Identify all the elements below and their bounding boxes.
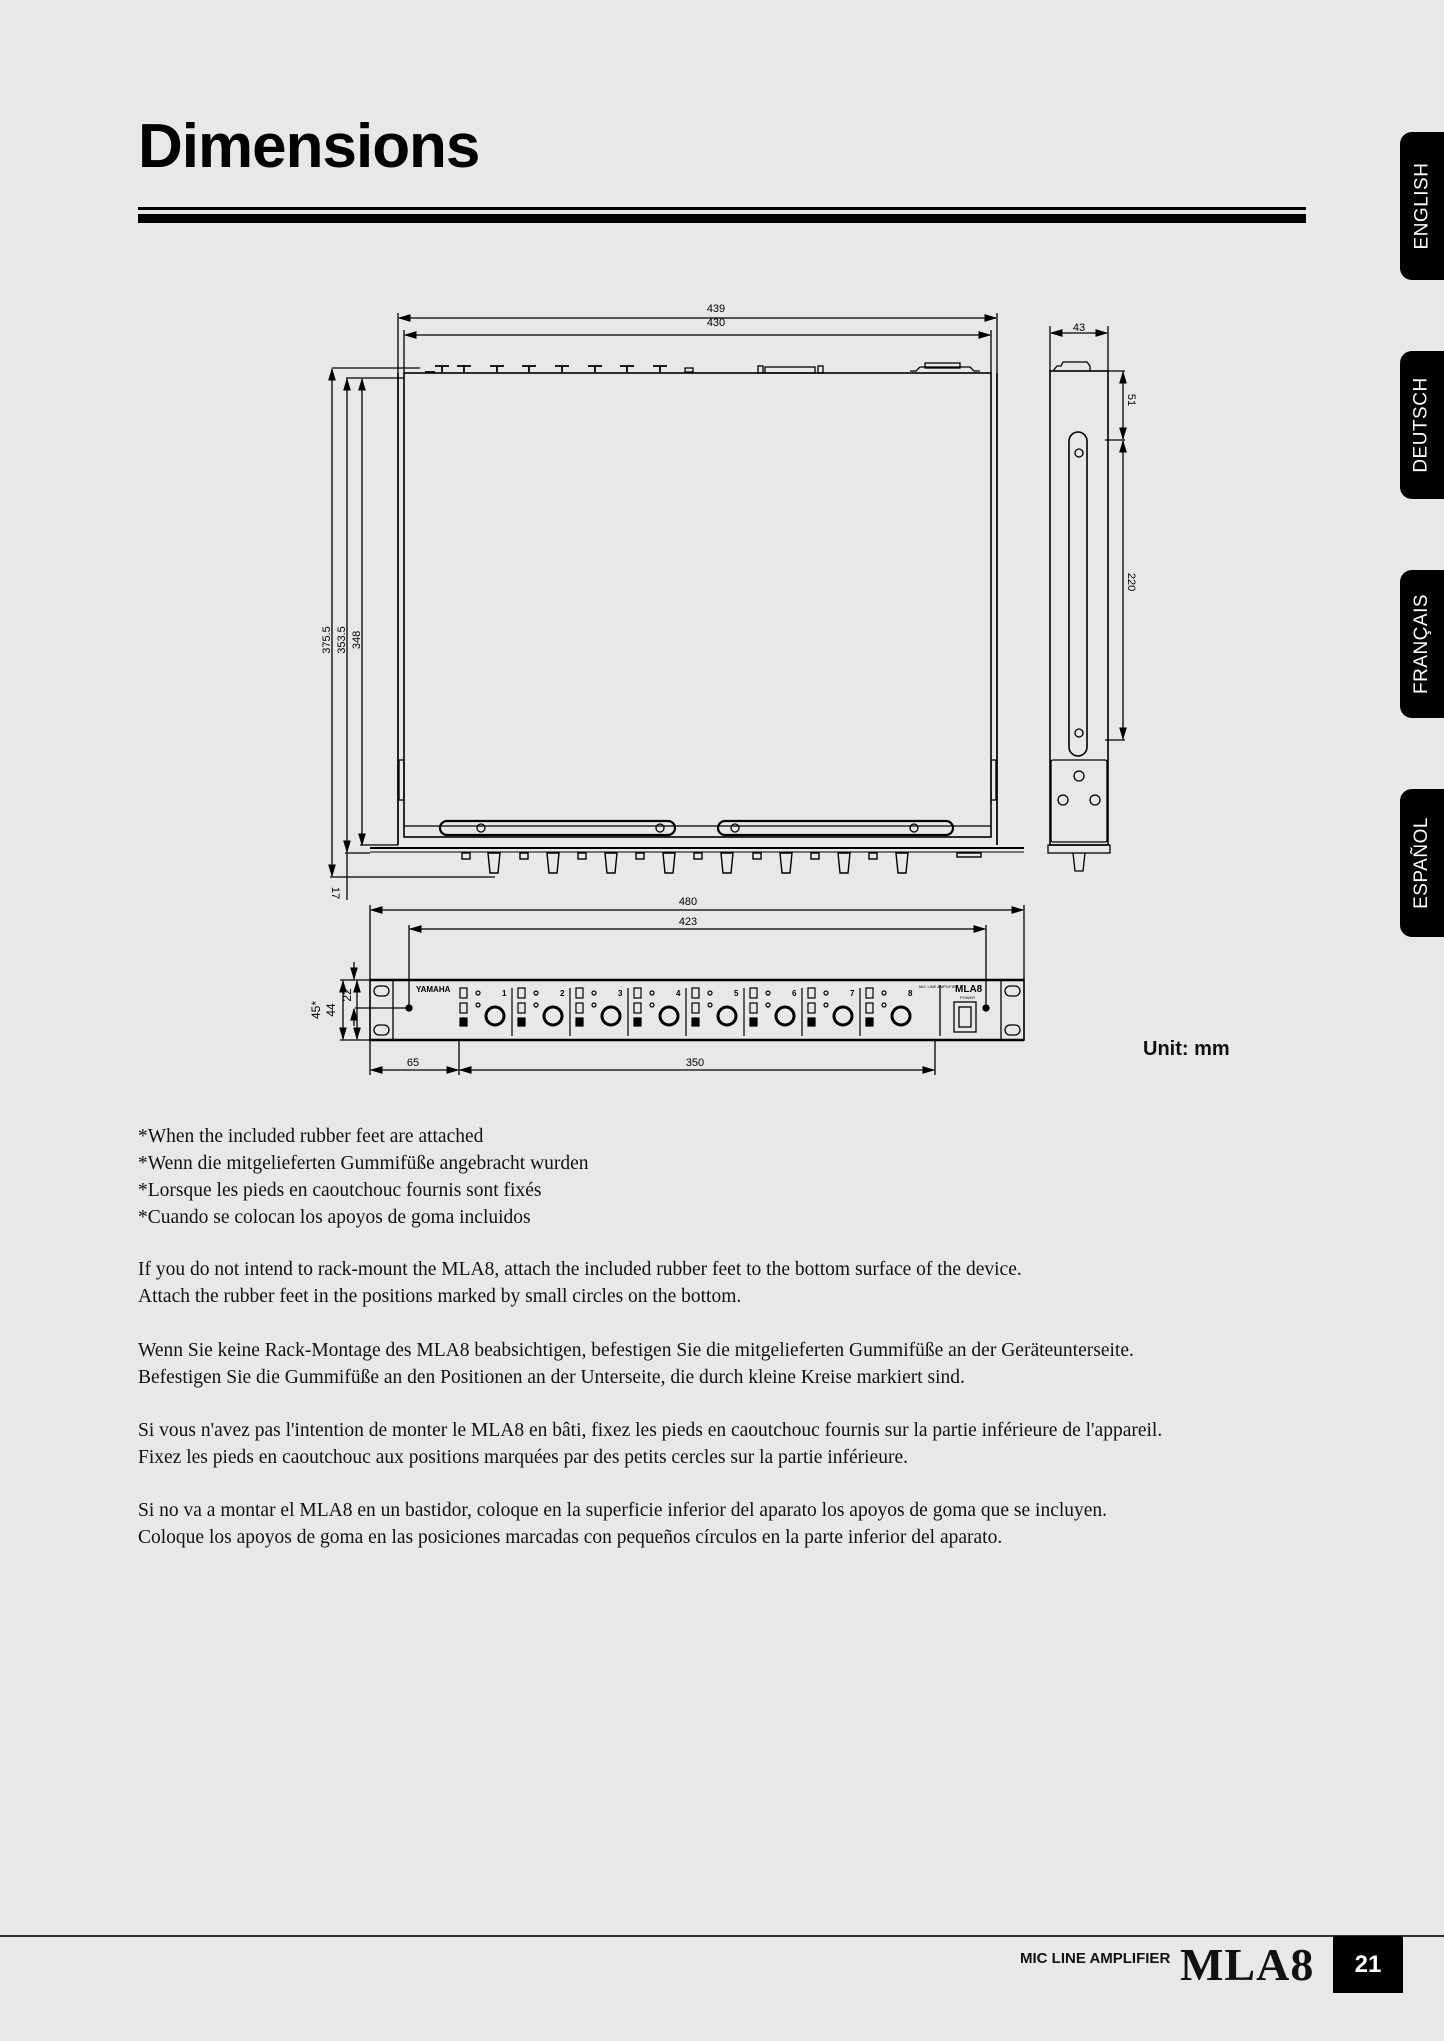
svg-text:348: 348 bbox=[351, 630, 363, 650]
footnote-es: *Cuando se colocan los apoyos de goma incluidos bbox=[138, 1207, 531, 1228]
svg-text:430: 430 bbox=[706, 317, 726, 329]
page-number: 21 bbox=[1333, 1936, 1403, 1993]
svg-text:22: 22 bbox=[340, 988, 354, 1002]
svg-text:YAMAHA: YAMAHA bbox=[416, 985, 451, 994]
svg-text:1: 1 bbox=[502, 989, 507, 998]
svg-text:5: 5 bbox=[734, 989, 739, 998]
footer-rule bbox=[0, 1935, 1444, 1937]
svg-text:MIC LINE AMPLIFIER: MIC LINE AMPLIFIER bbox=[919, 984, 959, 989]
tab-francais[interactable]: FRANÇAIS bbox=[1400, 570, 1444, 718]
page-title: Dimensions bbox=[138, 112, 480, 181]
svg-text:4: 4 bbox=[676, 989, 681, 998]
paragraph-spanish: Si no va a montar el MLA8 en un bastidor, coloque en la superficie inferior del aparato los apoyos de goma que se incluyen. Coloque los apoyos de goma en las posiciones marcadas con pequeños círculos en la parte inferior del aparato. bbox=[138, 1500, 1108, 1548]
footer-model: MLA8 bbox=[1180, 1939, 1315, 1990]
svg-text:353.5: 353.5 bbox=[336, 626, 348, 654]
tab-deutsch[interactable]: DEUTSCH bbox=[1400, 351, 1444, 499]
svg-text:51: 51 bbox=[1125, 393, 1137, 407]
svg-text:17: 17 bbox=[329, 886, 341, 900]
svg-text:65: 65 bbox=[406, 1057, 420, 1069]
footnotes bbox=[138, 1123, 589, 1231]
svg-text:3: 3 bbox=[618, 989, 623, 998]
svg-text:44: 44 bbox=[324, 1003, 338, 1017]
top-view bbox=[330, 313, 1024, 900]
paragraph-german: Wenn Sie keine Rack-Montage des MLA8 beabsichtigen, befestigen Sie die mitgelieferten Gummifüße an der Geräteunterseite. Befestigen Sie die Gummifüße an den Positionen an der Unterseite, die durch kleine Kreise markiert sind. bbox=[138, 1340, 1134, 1388]
svg-text:350: 350 bbox=[685, 1057, 705, 1069]
svg-text:POWER: POWER bbox=[960, 995, 976, 1000]
footer-subtitle: MIC LINE AMPLIFIER bbox=[1020, 1950, 1171, 1967]
svg-text:220: 220 bbox=[1125, 572, 1137, 592]
tab-english[interactable]: ENGLISH bbox=[1400, 132, 1444, 280]
svg-text:MLA8: MLA8 bbox=[955, 984, 983, 995]
svg-text:2: 2 bbox=[560, 989, 565, 998]
svg-text:375.5: 375.5 bbox=[321, 626, 333, 654]
paragraph-english: If you do not intend to rack-mount the MLA8, attach the included rubber feet to the bottom surface of the device. Attach the rubber feet in the positions marked by small circles on the bottom. bbox=[138, 1259, 1022, 1307]
svg-text:43: 43 bbox=[1072, 322, 1086, 334]
footnote-de: *Wenn die mitgelieferten Gummifüße angebracht wurden bbox=[138, 1153, 589, 1174]
svg-text:423: 423 bbox=[678, 916, 698, 928]
unit-label: Unit: mm bbox=[1143, 1038, 1230, 1060]
footnote-en: *When the included rubber feet are attached bbox=[138, 1126, 484, 1147]
svg-text:45*: 45* bbox=[309, 1000, 323, 1020]
svg-text:8: 8 bbox=[908, 989, 913, 998]
side-view bbox=[1048, 326, 1125, 871]
paragraph-french: Si vous n'avez pas l'intention de monter le MLA8 en bâti, fixez les pieds en caoutchouc fournis sur la partie inférieure de l'appareil. Fixez les pieds en caoutchouc aux positions marquées par des petits cercles sur la partie inférieure. bbox=[138, 1420, 1163, 1468]
svg-text:7: 7 bbox=[850, 989, 855, 998]
svg-text:439: 439 bbox=[706, 303, 726, 315]
svg-text:6: 6 bbox=[792, 989, 797, 998]
svg-text:480: 480 bbox=[678, 896, 698, 908]
tab-espanol[interactable]: ESPAÑOL bbox=[1400, 789, 1444, 937]
footnote-fr: *Lorsque les pieds en caoutchouc fournis sont fixés bbox=[138, 1180, 542, 1201]
